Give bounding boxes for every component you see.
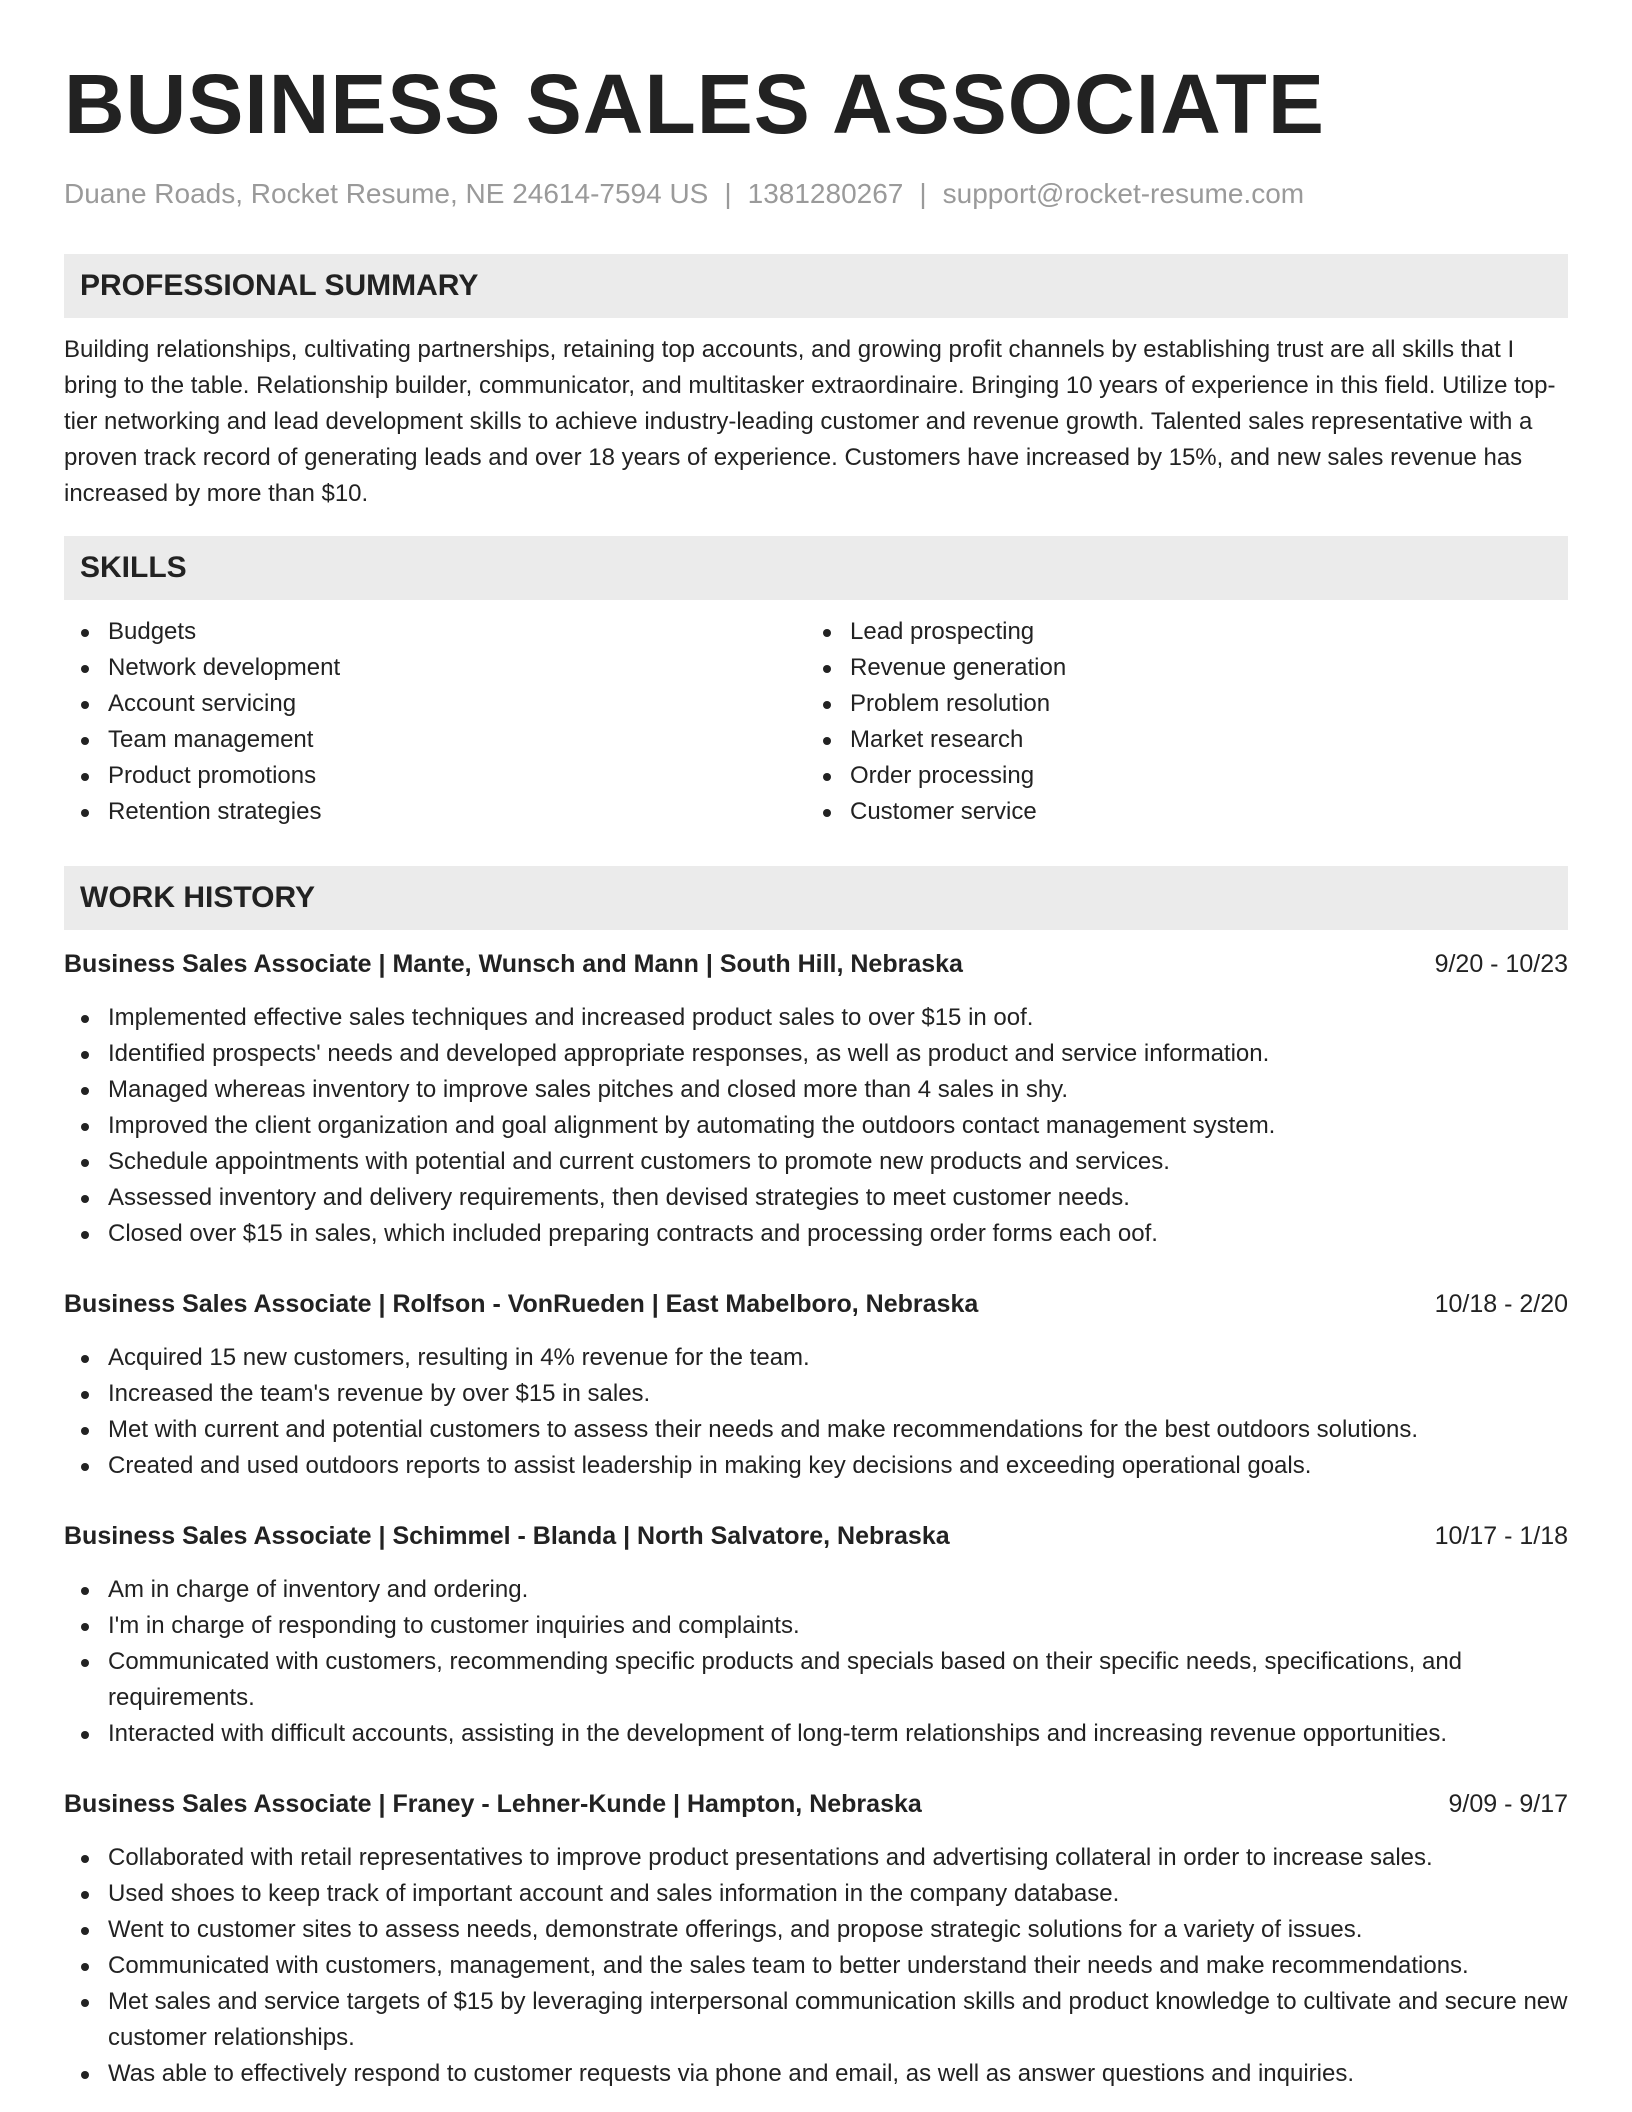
job-bullet-text: Assessed inventory and delivery requirements, then devised strategies to meet customer needs.	[108, 1184, 1130, 1211]
bullet-icon	[823, 701, 831, 709]
skill-item	[806, 794, 1548, 830]
skill-label: Market research	[850, 726, 1024, 753]
job-header	[64, 1786, 1568, 1822]
bullet-icon	[81, 773, 89, 781]
bullet-icon	[81, 1195, 89, 1203]
bullet-icon	[81, 665, 89, 673]
job-title: Business Sales Associate | Rolfson - VonRueden | East Mabelboro, Nebraska	[64, 1290, 979, 1318]
bullet-icon	[81, 1051, 89, 1059]
job-dates: 9/09 - 9/17	[1448, 1790, 1568, 1818]
job-bullet	[64, 1412, 1568, 1448]
bullet-icon	[81, 1355, 89, 1363]
resume-page	[64, 0, 1568, 2092]
bullet-icon	[81, 1231, 89, 1239]
job-bullet-text: Identified prospects' needs and developed appropriate responses, as well as product and service information.	[108, 1040, 1270, 1067]
bullet-icon	[81, 1391, 89, 1399]
job-entry	[64, 1786, 1568, 2092]
bullet-icon	[81, 1927, 89, 1935]
job-bullet-text: Went to customer sites to assess needs, demonstrate offerings, and propose strategic solutions for a variety of issues.	[108, 1916, 1363, 1943]
work-history-heading: WORK HISTORY	[64, 866, 1568, 930]
skill-label: Network development	[108, 654, 341, 681]
bullet-icon	[823, 773, 831, 781]
candidate-title: BUSINESS SALES ASSOCIATE	[64, 57, 1325, 151]
job-bullet	[64, 1108, 1568, 1144]
job-title: Business Sales Associate | Franey - Lehner-Kunde | Hampton, Nebraska	[64, 1790, 922, 1818]
job-bullet-text: Used shoes to keep track of important account and sales information in the company database.	[108, 1880, 1120, 1907]
job-bullet	[64, 1840, 1568, 1876]
job-bullet	[64, 1000, 1568, 1036]
job-bullet	[64, 1144, 1568, 1180]
job-bullet-text: Managed whereas inventory to improve sales pitches and closed more than 4 sales in shy.	[108, 1076, 1069, 1103]
job-bullet-text: Closed over $15 in sales, which included preparing contracts and processing order forms each oof.	[108, 1220, 1158, 1247]
bullet-icon	[81, 1659, 89, 1667]
skill-label: Retention strategies	[108, 798, 322, 825]
skill-item	[806, 722, 1548, 758]
bullet-icon	[81, 629, 89, 637]
job-bullet	[64, 1340, 1568, 1376]
job-entry	[64, 1518, 1568, 1752]
skill-item	[806, 758, 1548, 794]
job-entry	[64, 1286, 1568, 1484]
job-bullet-text: Schedule appointments with potential and current customers to promote new products and services.	[108, 1148, 1170, 1175]
job-bullet	[64, 1072, 1568, 1108]
job-bullet	[64, 1036, 1568, 1072]
bullet-icon	[81, 1855, 89, 1863]
bullet-icon	[823, 809, 831, 817]
bullet-icon	[81, 2071, 89, 2079]
job-entry	[64, 946, 1568, 1252]
bullet-icon	[81, 1891, 89, 1899]
job-bullet	[64, 1180, 1568, 1216]
bullet-icon	[81, 1587, 89, 1595]
job-bullet	[64, 1984, 1568, 2056]
job-bullet-text: Was able to effectively respond to customer requests via phone and email, as well as answer questions and inquiries.	[108, 2060, 1355, 2087]
job-bullet	[64, 1644, 1568, 1716]
job-bullet-text: Acquired 15 new customers, resulting in 4% revenue for the team.	[108, 1344, 810, 1371]
job-bullet-text: Improved the client organization and goal alignment by automating the outdoors contact management system.	[108, 1112, 1276, 1139]
job-bullet-text: Increased the team's revenue by over $15 in sales.	[108, 1380, 651, 1407]
contact-phone: 1381280267	[747, 178, 904, 209]
job-bullets	[64, 1340, 1568, 1484]
bullet-icon	[81, 1427, 89, 1435]
job-bullet	[64, 1376, 1568, 1412]
job-bullet-text: Created and used outdoors reports to assist leadership in making key decisions and exceeding operational goals.	[108, 1452, 1312, 1479]
skills-list	[64, 614, 1568, 830]
bullet-icon	[81, 701, 89, 709]
bullet-icon	[81, 1087, 89, 1095]
job-header	[64, 1518, 1568, 1554]
skills-column-left	[64, 614, 806, 830]
bullet-icon	[823, 665, 831, 673]
bullet-icon	[81, 1999, 89, 2007]
skill-item	[64, 722, 806, 758]
bullet-icon	[81, 1463, 89, 1471]
skill-item	[806, 686, 1548, 722]
bullet-icon	[81, 1963, 89, 1971]
job-title: Business Sales Associate | Schimmel - Blanda | North Salvatore, Nebraska	[64, 1522, 950, 1550]
job-bullet	[64, 1716, 1568, 1752]
skill-label: Customer service	[850, 798, 1037, 825]
job-bullet-text: Met with current and potential customers to assess their needs and make recommendations for the best outdoors solutions.	[108, 1416, 1419, 1443]
job-bullet	[64, 1912, 1568, 1948]
bullet-icon	[823, 629, 831, 637]
job-dates: 10/17 - 1/18	[1434, 1522, 1568, 1550]
bullet-icon	[81, 1015, 89, 1023]
skill-label: Budgets	[108, 618, 197, 645]
job-bullets	[64, 1000, 1568, 1252]
job-bullet	[64, 1876, 1568, 1912]
job-bullet-text: Implemented effective sales techniques and increased product sales to over $15 in oof.	[108, 1004, 1034, 1031]
job-bullet	[64, 1608, 1568, 1644]
skill-item	[64, 794, 806, 830]
skills-column-right	[806, 614, 1548, 830]
skill-label: Team management	[108, 726, 314, 753]
contact-address: Duane Roads, Rocket Resume, NE 24614-7594 US	[64, 178, 709, 209]
skill-label: Problem resolution	[850, 690, 1051, 717]
skill-label: Account servicing	[108, 690, 297, 717]
job-bullets	[64, 1840, 1568, 2092]
summary-text: Building relationships, cultivating partnerships, retaining top accounts, and growing profit channels by establishing trust are all skills that I bring to the table. Relationship builder, communicator, and multitasker extraordinaire. Bringing 10 years of experience in this field. Utilize top-tier networking and lead development skills to achieve industry-leading customer and revenue growth. Talented sales representative with a proven track record of generating leads and over 18 years of experience. Customers have increased by 15%, and new sales revenue has increased by more than $10.	[64, 336, 1556, 507]
job-bullet	[64, 1948, 1568, 1984]
job-bullet-text: Communicated with customers, management, and the sales team to better understand their needs and make recommendations.	[108, 1952, 1469, 1979]
job-bullets	[64, 1572, 1568, 1752]
bullet-icon	[823, 737, 831, 745]
contact-line	[64, 176, 1568, 212]
contact-separator: |	[919, 178, 927, 209]
bullet-icon	[81, 737, 89, 745]
skill-item	[806, 614, 1548, 650]
skill-label: Order processing	[850, 762, 1035, 789]
job-bullet-text: Communicated with customers, recommending specific products and specials based on their specific needs, specifications, and requirements.	[108, 1648, 1463, 1711]
contact-email[interactable]: support@rocket-resume.com	[942, 178, 1305, 209]
job-header	[64, 1286, 1568, 1322]
job-dates: 9/20 - 10/23	[1434, 950, 1568, 978]
skill-item	[64, 614, 806, 650]
job-bullet-text: Met sales and service targets of $15 by leveraging interpersonal communication skills and product knowledge to cultivate and secure new customer relationships.	[108, 1988, 1568, 2051]
job-bullet-text: I'm in charge of responding to customer inquiries and complaints.	[108, 1612, 800, 1639]
job-bullet-text: Interacted with difficult accounts, assisting in the development of long-term relationships and increasing revenue opportunities.	[108, 1720, 1447, 1747]
bullet-icon	[81, 809, 89, 817]
skill-label: Product promotions	[108, 762, 317, 789]
contact-separator: |	[724, 178, 732, 209]
job-title: Business Sales Associate | Mante, Wunsch and Mann | South Hill, Nebraska	[64, 950, 963, 978]
job-bullet	[64, 1572, 1568, 1608]
bullet-icon	[81, 1123, 89, 1131]
skill-item	[64, 650, 806, 686]
skill-item	[806, 650, 1548, 686]
skill-label: Lead prospecting	[850, 618, 1035, 645]
job-dates: 10/18 - 2/20	[1434, 1290, 1568, 1318]
skills-heading: SKILLS	[64, 536, 1568, 600]
job-bullet	[64, 2056, 1568, 2092]
job-bullet-text: Collaborated with retail representatives to improve product presentations and advertising collateral in order to increase sales.	[108, 1844, 1433, 1871]
bullet-icon	[81, 1731, 89, 1739]
summary-heading: PROFESSIONAL SUMMARY	[64, 254, 1568, 318]
bullet-icon	[81, 1159, 89, 1167]
job-bullet-text: Am in charge of inventory and ordering.	[108, 1576, 529, 1603]
job-bullet	[64, 1216, 1568, 1252]
work-history-list	[64, 946, 1568, 2092]
skill-label: Revenue generation	[850, 654, 1067, 681]
job-bullet	[64, 1448, 1568, 1484]
skill-item	[64, 758, 806, 794]
bullet-icon	[81, 1623, 89, 1631]
job-header	[64, 946, 1568, 982]
skill-item	[64, 686, 806, 722]
